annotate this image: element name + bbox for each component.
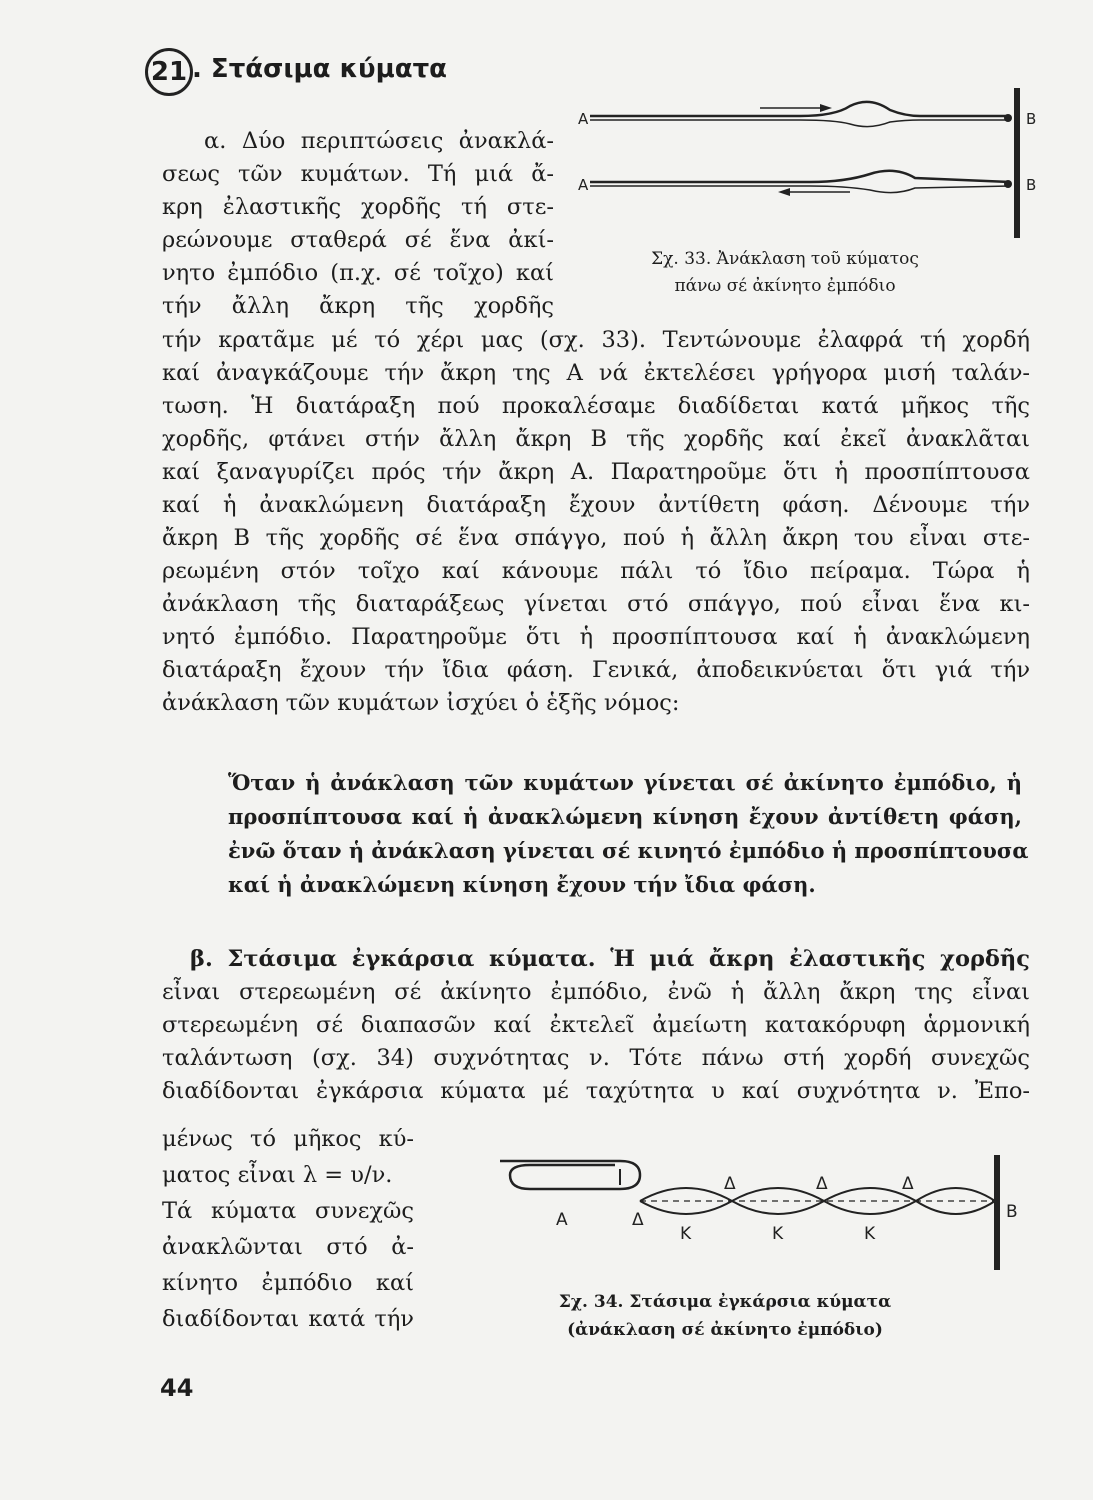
fig34-label-a: A [556,1210,568,1230]
section-b-line: β. Στάσιμα ἐγκάρσια κύματα. Ἡ μιά ἄκρη ἐλαστικῆς χορδῆς [190,946,1030,972]
string-lower [590,171,1010,182]
fig34-label-b: B [1006,1202,1018,1222]
figure-34 [490,1135,1035,1285]
figure-33 [570,78,1040,268]
section-b-narrow-line: διαδίδονται κατά τήν [162,1306,414,1332]
page-number: 44 [160,1374,194,1402]
section-b-narrow-line: ματος εἶναι λ = υ/ν. [162,1162,393,1188]
intro-line: ρεώνουμε σταθερά σέ ἕνα ἀκί- [162,227,554,253]
body-line: καί ἀναγκάζουμε τήν ἄκρη της A νά ἐκτελέσει γρήγορα μισή ταλάν- [162,360,1030,386]
fig33-label-b: B [1026,110,1037,128]
intro-line: α. Δύο περιπτώσεις ἀνακλά- [204,128,554,154]
section-number: 21 [145,48,193,96]
body-line: ἀνάκλαση τῶν κυμάτων ἰσχύει ὁ ἑξῆς νόμος: [162,690,680,716]
section-b-line: διαδίδονται ἐγκάρσια κύματα μέ ταχύτητα υ καί συχνότητα ν. Ἐπο- [162,1078,1030,1104]
section-b-narrow-line: ἀνακλῶνται στό ἀ- [162,1234,414,1260]
body-line: ἀνάκλαση τῆς διαταράξεως γίνεται στό σπάγγο, πού εἶναι ἕνα κι- [162,591,1030,617]
section-b-line: ταλάντωση (σχ. 34) συχνότητας ν. Τότε πάνω στή χορδή συνεχῶς [162,1045,1030,1071]
body-line: διατάραξη ἔχουν τήν ἴδια φάση. Γενικά, ἀποδεικνύεται ὅτι γιά τήν [162,657,1030,683]
law-line: προσπίπτουσα καί ἡ ἀνακλώμενη κίνηση ἔχουν ἀντίθετη φάση, [228,804,1022,829]
law-line: ἐνῶ ὅταν ἡ ἀνάκλαση γίνεται σέ κινητό ἐμπόδιο ἡ προσπίπτουσα [228,838,1029,863]
fig34-caption-2: (ἀνάκλαση σέ ἀκίνητο ἐμπόδιο) [567,1320,883,1340]
section-b-narrow-line: μένως τό μῆκος κύ- [162,1126,414,1152]
law-line: Ὅταν ἡ ἀνάκλαση τῶν κυμάτων γίνεται σέ ἀκίνητο ἐμπόδιο, ἡ [228,770,1022,795]
law-line: καί ἡ ἀνακλώμενη κίνηση ἔχουν τήν ἴδια φάση. [228,872,816,897]
body-line: νητό ἐμπόδιο. Παρατηροῦμε ὅτι ἡ προσπίπτουσα καί ἡ ἀνακλώμενη [162,624,1030,650]
body-line: καί ξαναγυρίζει πρός τήν ἄκρη A. Παρατηροῦμε ὅτι ἡ προσπίπτουσα [162,459,1030,485]
intro-line: σεως τῶν κυμάτων. Τή μιά ἄ- [162,161,554,187]
section-b-narrow-line: Τά κύματα συνεχῶς [162,1198,414,1224]
fig33-label-a: A [578,110,589,128]
section-title: . Στάσιμα κύματα [192,54,448,84]
wall [994,1155,1000,1270]
intro-line: νητο ἐμπόδιο (π.χ. σέ τοῖχο) καί [162,260,554,286]
fig34-node-label: Δ [816,1174,828,1194]
section-b-narrow-line: κίνητο ἐμπόδιο καί [162,1270,414,1296]
fig34-node-label: Δ [724,1174,736,1194]
section-b-line: στερεωμένη σέ διαπασῶν καί ἐκτελεῖ ἀμείωτη κατακόρυφη ἁρμονική [162,1012,1030,1038]
fig34-caption-1: Σχ. 34. Στάσιμα ἐγκάρσια κύματα [558,1292,892,1312]
fig33-label-a2: A [578,176,589,194]
fig34-antinode-label: K [772,1224,784,1244]
body-line: τήν κρατᾶμε μέ τό χέρι μας (σχ. 33). Τεντώνουμε ἐλαφρά τή χορδή [162,327,1030,353]
fig34-antinode-label: K [864,1224,876,1244]
intro-line: κρη ἐλαστικῆς χορδῆς τή στε- [162,194,554,220]
fig34-antinode-label: K [680,1224,692,1244]
string-upper [590,102,1010,116]
body-line: καί ἡ ἀνακλώμενη διατάραξη ἔχουν ἀντίθετη φάση. Δένουμε τήν [162,492,1030,518]
body-line: ρεωμένη στόν τοῖχο καί κάνουμε πάλι τό ἴδιο πείραμα. Τώρα ἡ [162,558,1030,584]
fig33-caption-1: Σχ. 33. Ἀνάκλαση τοῦ κύματος [651,249,919,269]
fig33-label-b2: B [1026,176,1037,194]
intro-line: τήν ἄλλη ἄκρη τῆς χορδῆς [162,293,554,319]
body-line: χορδῆς, φτάνει στήν ἄλλη ἄκρη B τῆς χορδῆς καί ἐκεῖ ἀνακλᾶται [162,426,1030,452]
fig34-node-label: Δ [902,1174,914,1194]
fig34-node-label: Δ [632,1210,644,1230]
body-line: ἄκρη B τῆς χορδῆς σέ ἕνα σπάγγο, πού ἡ ἄλλη ἄκρη του εἶναι στε- [162,525,1030,551]
section-b-line: εἶναι στερεωμένη σέ ἀκίνητο ἐμπόδιο, ἐνῶ ἡ ἄλλη ἄκρη της εἶναι [162,979,1030,1005]
fig33-caption-2: πάνω σέ ἀκίνητο ἐμπόδιο [674,276,896,296]
body-line: τωση. Ἡ διατάραξη πού προκαλέσαμε διαδίδεται κατά μῆκος τῆς [162,393,1030,419]
